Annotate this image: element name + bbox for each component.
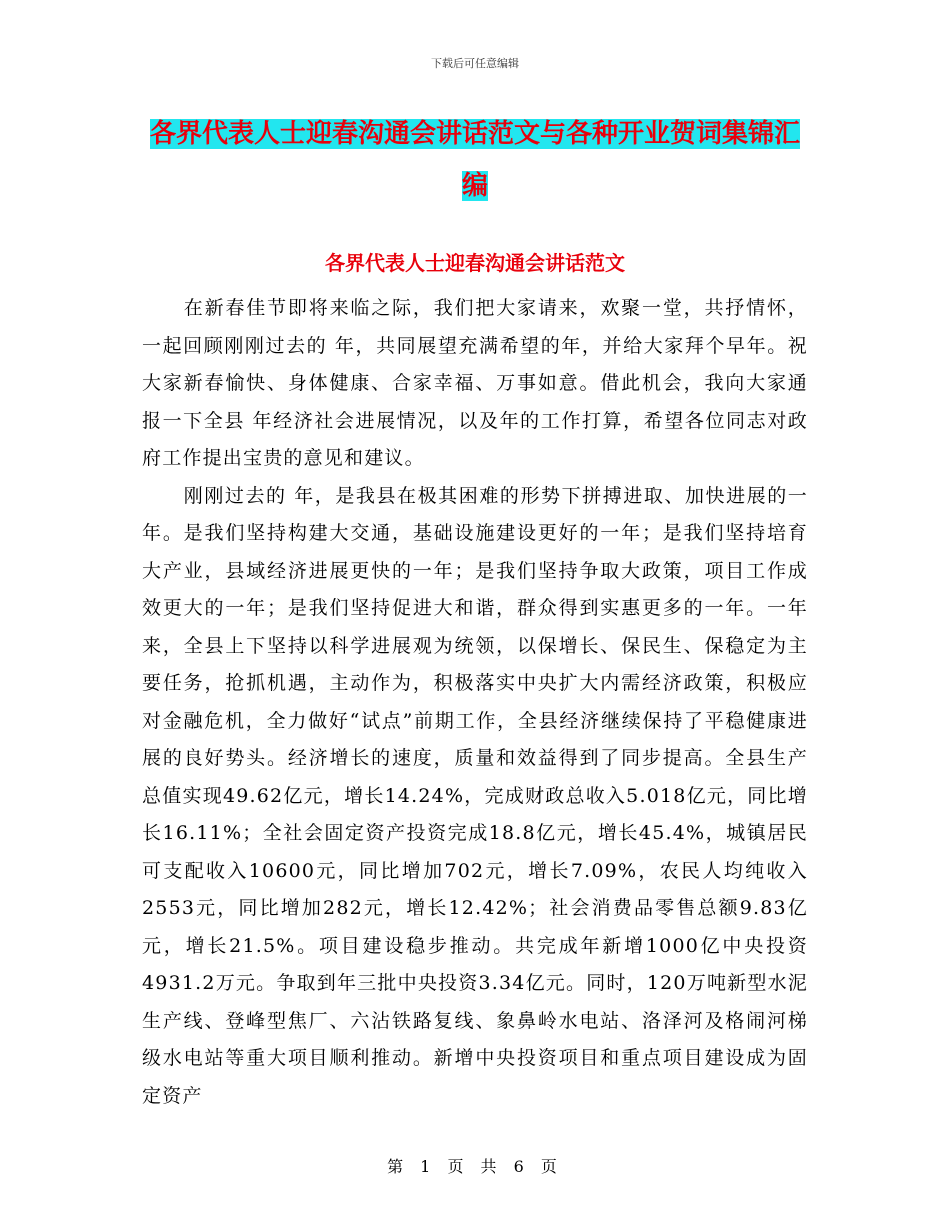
paragraph: 刚刚过去的 年，是我县在极其困难的形势下拼搏进取、加快进展的一年。是我们坚持构建大交通，基础设施建设更好的一年；是我们坚持培育大产业，县域经济进展更快的一年；是我们坚持争取大政策，项目工作成效更大的一年；是我们坚持促进大和谐，群众得到实惠更多的一年。一年来，全县上下坚持以科学进展观为统领，以保增长、保民生、保稳定为主要任务，抢抓机遇，主动作为，积极落实中央扩大内需经济政策，积极应对金融危机，全力做好“试点”前期工作，全县经济继续保持了平稳健康进展的良好势头。经济增长的速度，质量和效益得到了同步提高。全县生产总值实现49.62亿元，增长14.24%，完成财政总收入5.018亿元，同比增长16.11%；全社会固定资产投资完成18.8亿元，增长45.4%，城镇居民可支配收入10600元，同比增加702元，增长7.09%，农民人均纯收入2553元，同比增加282元，增长12.42%；社会消费品零售总额9.83亿元，增长21.5%。项目建设稳步推动。共完成年新增1000亿中央投资4931.2万元。争取到年三批中央投资3.34亿元。同时，120万吨新型水泥生产线、登峰型焦厂、六沾铁路复线、象鼻岭水电站、洛泽河及格闹河梯级水电站等重大项目顺利推动。新增中央投资项目和重点项目建设成为固定资产 [142, 484, 808, 1107]
paragraph: 在新春佳节即将来临之际，我们把大家请来，欢聚一堂，共抒情怀，一起回顾刚刚过去的 年，共同展望充满希望的年，并给大家拜个早年。祝大家新春愉快、身体健康、合家幸福、万事如意。借此机会，我向大家通报一下全县 年经济社会进展情况，以及年的工作打算，希望各位同志对政府工作提出宝贵的意见和建议。 [142, 297, 808, 469]
document-title-text: 各界代表人士迎春沟通会讲话范文与各种开业贺词集锦汇编 [149, 119, 800, 201]
document-title [140, 108, 810, 212]
page-number: 第 1 页 共 6 页 [387, 1157, 563, 1176]
section-title: 各界代表人士迎春沟通会讲话范文 [325, 251, 625, 275]
document-body [142, 290, 808, 1115]
page-header-note: 下载后可任意编辑 [431, 57, 519, 70]
